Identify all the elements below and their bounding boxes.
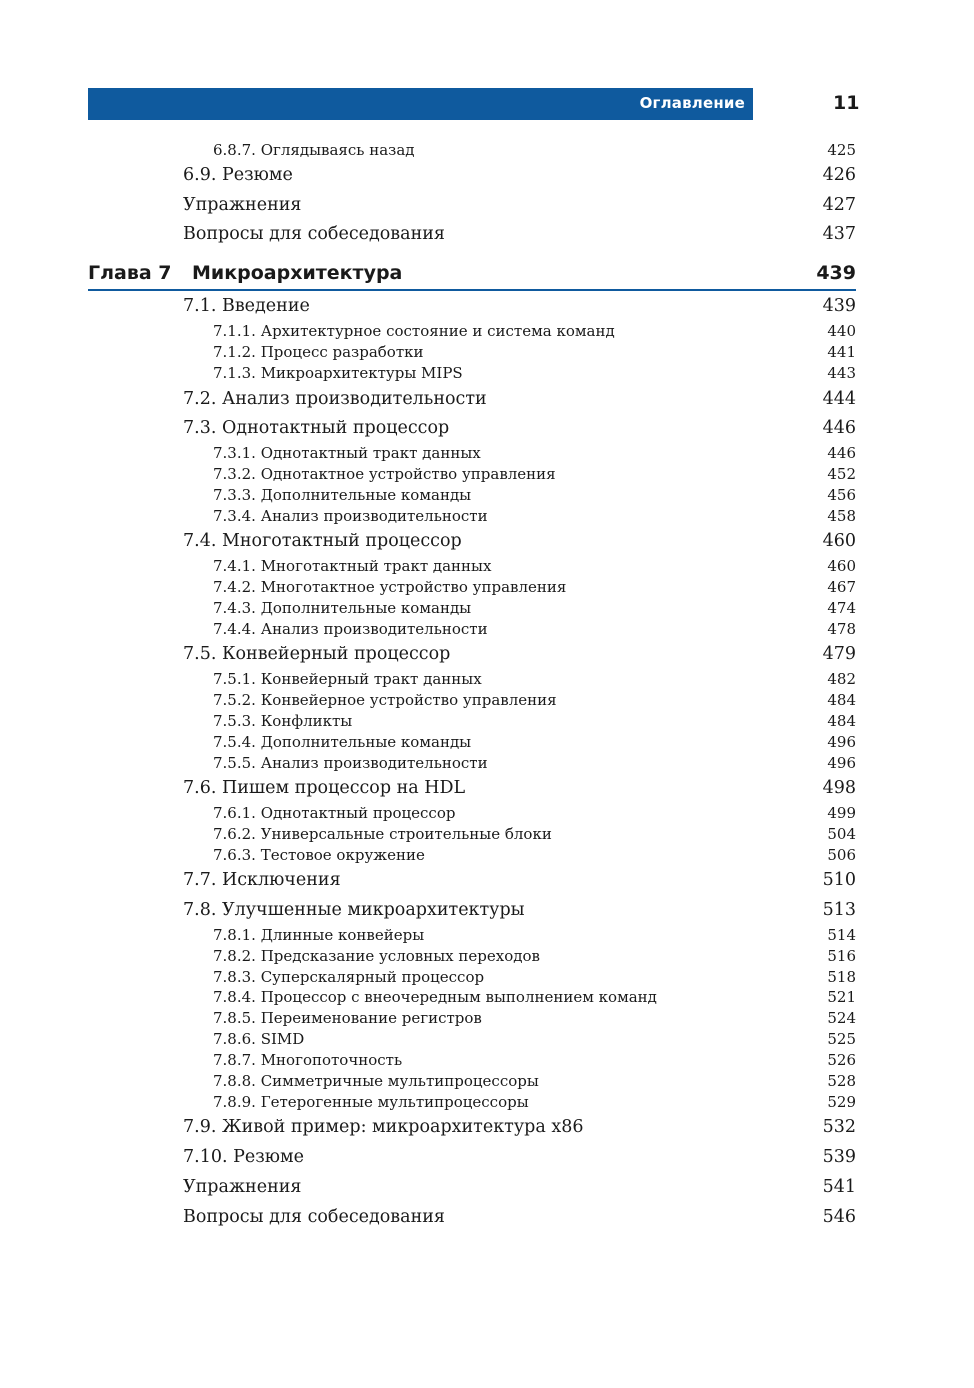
- toc-subsection-entry[interactable]: [213, 1051, 856, 1069]
- toc-entry-page: 444: [822, 389, 856, 409]
- toc-entry-label: 7.1.2. Процесс разработки: [213, 343, 424, 361]
- toc-entry-label: 7.8.9. Гетерогенные мультипроцессоры: [213, 1093, 529, 1111]
- toc-section-entry[interactable]: [183, 870, 856, 890]
- toc-entry-label: 6.8.7. Оглядываясь назад: [213, 141, 415, 159]
- toc-entry-page: 452: [827, 465, 856, 483]
- toc-entry-label: 7.3.4. Анализ производительности: [213, 507, 488, 525]
- toc-entry-page: 474: [827, 599, 856, 617]
- toc-entry-page: 440: [827, 322, 856, 340]
- toc-entry-label: 7.1. Введение: [183, 296, 310, 316]
- toc-entry-label: 7.4.3. Дополнительные команды: [213, 599, 472, 617]
- toc-entry-page: 521: [827, 988, 856, 1006]
- toc-entry-label: Упражнения: [183, 195, 302, 215]
- toc-entry-label: 7.4. Многотактный процессор: [183, 531, 462, 551]
- toc-subsection-entry[interactable]: [213, 968, 856, 986]
- toc-entry-label: 7.5.5. Анализ производительности: [213, 754, 488, 772]
- toc-entry-page: 484: [827, 712, 856, 730]
- toc-entry-page: 514: [827, 926, 856, 944]
- toc-entry-label: 7.5.4. Дополнительные команды: [213, 733, 472, 751]
- toc-entry-page: 526: [827, 1051, 856, 1069]
- toc-subsection-entry[interactable]: [213, 988, 856, 1006]
- toc-subsection-entry[interactable]: [213, 364, 856, 382]
- toc-entry-label: 6.9. Резюме: [183, 165, 293, 185]
- toc-entry-page: 439: [822, 296, 856, 316]
- toc-subsection-entry[interactable]: [213, 825, 856, 843]
- toc-section-entry[interactable]: [183, 1147, 856, 1167]
- toc-entry-page: 496: [827, 754, 856, 772]
- toc-subsection-entry[interactable]: [213, 465, 856, 483]
- running-header-title: Оглавление: [639, 94, 745, 112]
- header-bar: [88, 88, 753, 120]
- toc-entry-label: 7.3. Однотактный процессор: [183, 418, 450, 438]
- toc-entry-label: 7.10. Резюме: [183, 1147, 304, 1167]
- toc-section-entry[interactable]: [183, 195, 856, 215]
- toc-entry-label: 7.4.2. Многотактное устройство управления: [213, 578, 567, 596]
- toc-entry-page: 518: [827, 968, 856, 986]
- chapter-heading[interactable]: [88, 259, 856, 291]
- toc-subsection-entry[interactable]: [213, 599, 856, 617]
- toc-entry-page: 504: [827, 825, 856, 843]
- toc-entry-label: 7.8.8. Симметричные мультипроцессоры: [213, 1072, 539, 1090]
- toc-entry-page: 528: [827, 1072, 856, 1090]
- toc-entry-label: 7.6.3. Тестовое окружение: [213, 846, 425, 864]
- toc-subsection-entry[interactable]: [213, 691, 856, 709]
- toc-entry-page: 426: [822, 165, 856, 185]
- toc-section-entry[interactable]: [183, 531, 856, 551]
- toc-section-entry[interactable]: [183, 418, 856, 438]
- toc-entry-page: 425: [827, 141, 856, 159]
- toc-subsection-entry[interactable]: [213, 733, 856, 751]
- toc-entry-label: 7.5.3. Конфликты: [213, 712, 353, 730]
- toc-entry-label: Упражнения: [183, 1177, 302, 1197]
- toc-subsection-entry[interactable]: [213, 343, 856, 361]
- chapter-title: Микроархитектура: [192, 262, 403, 284]
- toc-entry-page: 539: [822, 1147, 856, 1167]
- toc-entry-page: 513: [822, 900, 856, 920]
- toc-entry-label: 7.8.6. SIMD: [213, 1030, 305, 1048]
- toc-subsection-entry[interactable]: [213, 947, 856, 965]
- toc-entry-label: 7.6. Пишем процессор на HDL: [183, 778, 466, 798]
- toc-entry-page: 541: [822, 1177, 856, 1197]
- toc-entry-label: 7.1.1. Архитектурное состояние и система команд: [213, 322, 615, 340]
- toc-entry-page: 427: [822, 195, 856, 215]
- toc-entry-page: 458: [827, 507, 856, 525]
- toc-entry-label: 7.4.1. Многотактный тракт данных: [213, 557, 492, 575]
- toc-entry-page: 484: [827, 691, 856, 709]
- toc-subsection-entry[interactable]: [213, 486, 856, 504]
- toc-entry-page: 460: [827, 557, 856, 575]
- toc-subsection-entry[interactable]: [213, 557, 856, 575]
- toc-subsection-entry[interactable]: [213, 578, 856, 596]
- toc-entry-label: 7.5.2. Конвейерное устройство управления: [213, 691, 557, 709]
- toc-entry-label: Вопросы для собеседования: [183, 1207, 445, 1227]
- toc-entry-page: 546: [822, 1207, 856, 1227]
- toc-section-entry[interactable]: [183, 389, 856, 409]
- toc-section-entry[interactable]: [183, 778, 856, 798]
- toc-entry-label: 7.3.1. Однотактный тракт данных: [213, 444, 481, 462]
- toc-entry-page: 499: [827, 804, 856, 822]
- toc-subsection-entry[interactable]: [213, 926, 856, 944]
- toc-entry-label: 7.6.2. Универсальные строительные блоки: [213, 825, 552, 843]
- toc-entry-label: 7.9. Живой пример: микроархитектура x86: [183, 1117, 584, 1137]
- toc-section-entry[interactable]: [183, 644, 856, 664]
- toc-section-entry[interactable]: [183, 1207, 856, 1227]
- toc-entry-label: 7.8.5. Переименование регистров: [213, 1009, 482, 1027]
- toc-entry-page: 446: [827, 444, 856, 462]
- toc-subsection-entry[interactable]: [213, 322, 856, 340]
- toc-entry-label: 7.6.1. Однотактный процессор: [213, 804, 456, 822]
- toc-subsection-entry[interactable]: [213, 444, 856, 462]
- toc-section-entry[interactable]: [183, 1177, 856, 1197]
- toc-subsection-entry[interactable]: [213, 141, 856, 159]
- toc-entry-page: 482: [827, 670, 856, 688]
- toc-section-entry[interactable]: [183, 296, 856, 316]
- toc-subsection-entry[interactable]: [213, 507, 856, 525]
- toc-subsection-entry[interactable]: [213, 846, 856, 864]
- toc-subsection-entry[interactable]: [213, 1093, 856, 1111]
- toc-entry-label: Вопросы для собеседования: [183, 224, 445, 244]
- toc-entry-page: 446: [822, 418, 856, 438]
- toc-entry-page: 529: [827, 1093, 856, 1111]
- toc-subsection-entry[interactable]: [213, 1072, 856, 1090]
- toc-entry-page: 525: [827, 1030, 856, 1048]
- toc-entry-label: 7.8.2. Предсказание условных переходов: [213, 947, 540, 965]
- toc-entry-label: 7.1.3. Микроархитектуры MIPS: [213, 364, 463, 382]
- toc-entry-label: 7.5.1. Конвейерный тракт данных: [213, 670, 482, 688]
- toc-entry-page: 478: [827, 620, 856, 638]
- toc-subsection-entry[interactable]: [213, 712, 856, 730]
- toc-entry-page: 441: [827, 343, 856, 361]
- toc-section-entry[interactable]: [183, 224, 856, 244]
- toc-section-entry[interactable]: [183, 900, 856, 920]
- toc-subsection-entry[interactable]: [213, 670, 856, 688]
- toc-entry-page: 524: [827, 1009, 856, 1027]
- toc-entry-page: 443: [827, 364, 856, 382]
- chapter-number: Глава 7: [88, 262, 172, 284]
- toc-entry-label: 7.4.4. Анализ производительности: [213, 620, 488, 638]
- toc-entry-label: 7.7. Исключения: [183, 870, 341, 890]
- page-number: 11: [833, 92, 860, 114]
- toc-entry-label: 7.3.3. Дополнительные команды: [213, 486, 472, 504]
- toc-entry-label: 7.5. Конвейерный процессор: [183, 644, 451, 664]
- toc-entry-page: 532: [822, 1117, 856, 1137]
- toc-entry-label: 7.8.4. Процессор с внеочередным выполнением команд: [213, 988, 657, 1006]
- toc-subsection-entry[interactable]: [213, 804, 856, 822]
- toc-entry-label: 7.2. Анализ производительности: [183, 389, 487, 409]
- toc-entry-label: 7.3.2. Однотактное устройство управления: [213, 465, 556, 483]
- toc-entry-page: 479: [822, 644, 856, 664]
- toc-entry-label: 7.8. Улучшенные микроархитектуры: [183, 900, 525, 920]
- toc-entry-page: 460: [822, 531, 856, 551]
- toc-section-entry[interactable]: [183, 165, 856, 185]
- toc-entry-label: 7.8.1. Длинные конвейеры: [213, 926, 425, 944]
- toc-entry-page: 516: [827, 947, 856, 965]
- toc-entry-page: 496: [827, 733, 856, 751]
- toc-subsection-entry[interactable]: [213, 1030, 856, 1048]
- toc-entry-page: 437: [822, 224, 856, 244]
- toc-subsection-entry[interactable]: [213, 754, 856, 772]
- toc-entry-page: 510: [822, 870, 856, 890]
- toc-entry-label: 7.8.3. Суперскалярный процессор: [213, 968, 485, 986]
- toc-section-entry[interactable]: [183, 1117, 856, 1137]
- toc-subsection-entry[interactable]: [213, 1009, 856, 1027]
- toc-subsection-entry[interactable]: [213, 620, 856, 638]
- toc-entry-page: 506: [827, 846, 856, 864]
- toc-entry-page: 467: [827, 578, 856, 596]
- chapter-page: 439: [816, 262, 856, 284]
- toc-entry-label: 7.8.7. Многопоточность: [213, 1051, 403, 1069]
- toc-entry-page: 456: [827, 486, 856, 504]
- toc-entry-page: 498: [822, 778, 856, 798]
